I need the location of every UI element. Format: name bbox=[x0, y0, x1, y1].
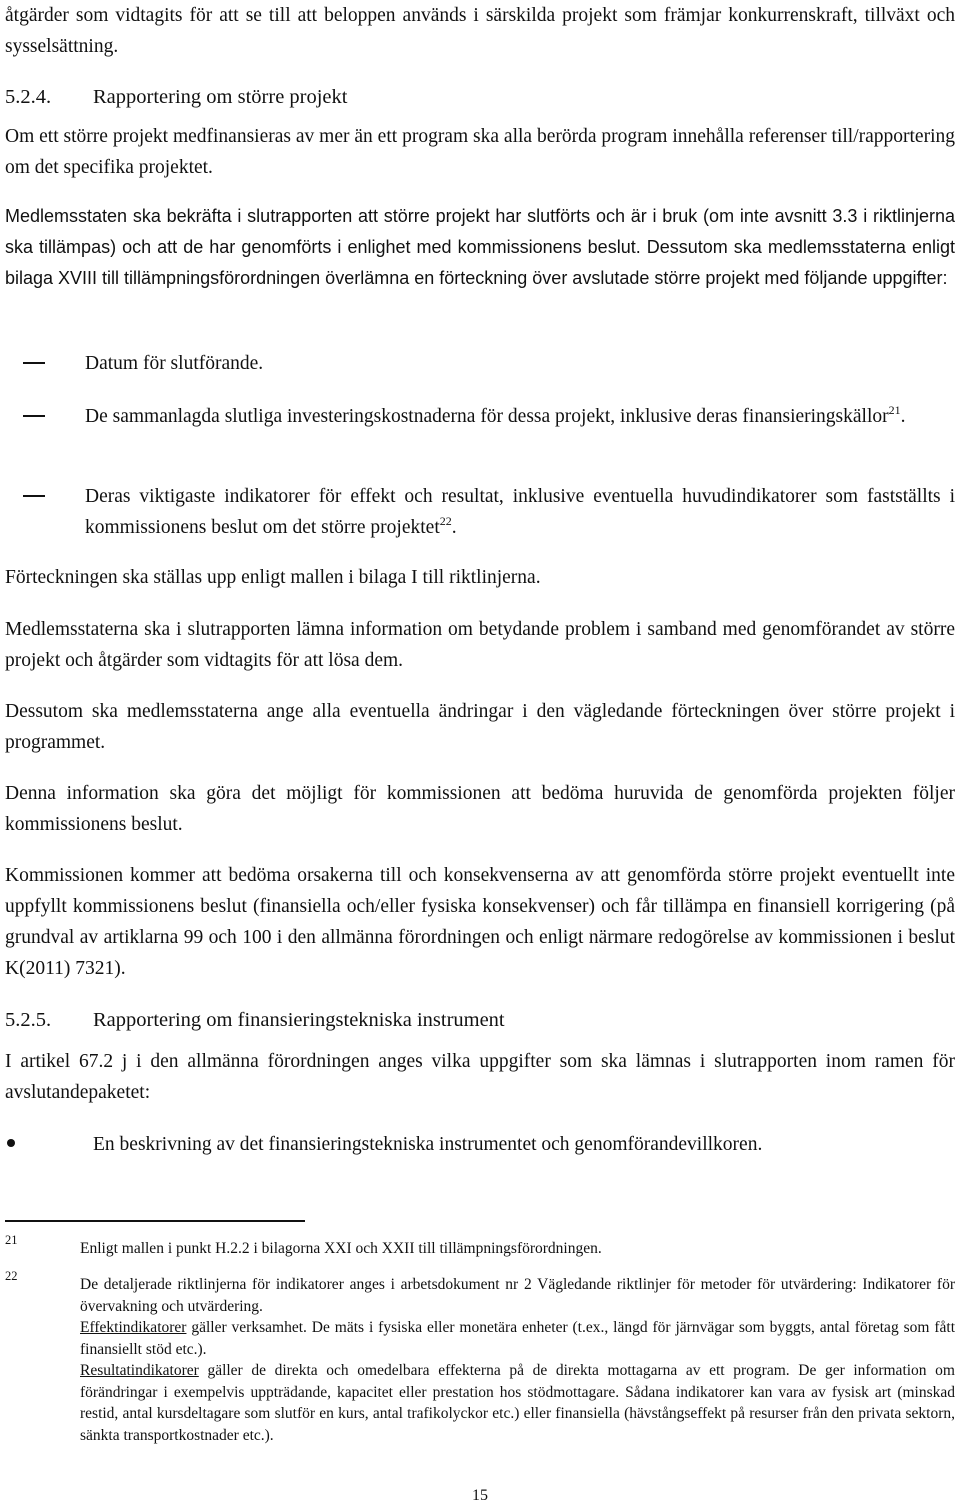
paragraph-cofinancing: Om ett större projekt medfinansieras av mer än ett program ska alla berörda program innehålla referenser till/rapportering om det specifika projektet. bbox=[5, 126, 955, 178]
footnote-22 bbox=[5, 1269, 955, 1446]
dash-list-item bbox=[5, 481, 955, 543]
footnote-number: 22 bbox=[5, 1269, 18, 1283]
bullet-marker bbox=[7, 1139, 15, 1147]
footnote-text: De detaljerade riktlinjerna för indikatorer anges i arbetsdokument nr 2 Vägledande riktlinjer för metoder för utvärdering: Indikatorer för övervakning och utvärdering. bbox=[80, 1276, 955, 1315]
section-number: 5.2.4. bbox=[5, 86, 52, 108]
paragraph-confirmation: Medlemsstaten ska bekräfta i slutrapporten att större projekt har slutförts och är i bruk (om inte avsnitt 3.3 i riktlinjerna ska tillämpas) och att de har genomförts i enlighet med kommissionens beslut. Dessutom ska medlemsstaterna enligt bilaga XVIII till tillämpningsförordningen överlämna en förteckning över avslutade större projekt med följande uppgifter: bbox=[5, 206, 955, 288]
dash-item-text: Datum för slutförande. bbox=[85, 353, 264, 374]
section-heading-5-2-5 bbox=[5, 1005, 505, 1036]
footnote-ref-22: 22 bbox=[439, 514, 452, 528]
term-resultatindikatorer: Resultatindikatorer bbox=[80, 1362, 199, 1379]
section-title: Rapportering om finansieringstekniska instrument bbox=[93, 1009, 505, 1031]
dash-list-item bbox=[5, 348, 955, 379]
paragraph-commission: Kommissionen kommer att bedöma orsakerna till och konsekvenserna av att genomförda större projekt eventuellt inte uppfyllt kommissionens beslut (finansiella och/eller fysiska konsekvenser) och får tillämpa en finansiell korrigering (på grundval av artiklarna 99 och 100 i den allmänna förordningen och enligt närmare redogörelse av kommissionen i beslut K(2011) 7321). bbox=[5, 865, 955, 979]
footnote-ref-21: 21 bbox=[888, 403, 901, 417]
dash-marker bbox=[23, 415, 45, 417]
dash-marker bbox=[23, 495, 45, 497]
dash-item-text: Deras viktigaste indikatorer för effekt och resultat, inklusive eventuella huvudindikatorer som fastställts i kommissionens beslut om det större projektet$^{22}$. bbox=[85, 486, 955, 538]
paragraph-problems: Medlemsstaterna ska i slutrapporten lämna information om betydande problem i samband med genomförandet av större projekt och åtgärder som vidtagits för att lösa dem. bbox=[5, 619, 955, 671]
footnote-separator bbox=[5, 1220, 305, 1222]
paragraph-assessment: Denna information ska göra det möjligt för kommissionen att bedöma huruvida de genomförda projekten följer kommissionens beslut. bbox=[5, 783, 955, 835]
page-number: 15 bbox=[472, 1487, 488, 1504]
paragraph-article: I artikel 67.2 j i den allmänna förordningen anges vilka uppgifter som ska lämnas i slutrapporten inom ramen för avslutandepaketet: bbox=[5, 1051, 955, 1103]
term-effektindikatorer: Effektindikatorer bbox=[80, 1319, 187, 1336]
paragraph-list-template: Förteckningen ska ställas upp enligt mallen i bilaga I till riktlinjerna. bbox=[5, 567, 541, 588]
footnote-number: 21 bbox=[5, 1233, 18, 1247]
dash-list-item bbox=[5, 401, 955, 432]
section-title: Rapportering om större projekt bbox=[93, 86, 348, 108]
section-number: 5.2.5. bbox=[5, 1009, 52, 1031]
section-heading-5-2-4 bbox=[5, 82, 347, 113]
bullet-list-item bbox=[5, 1129, 955, 1160]
footnote-text: Enligt mallen i punkt H.2.2 i bilagorna XXI och XXII till tillämpningsförordningen. bbox=[80, 1240, 602, 1257]
dash-item-text: De sammanlagda slutliga investeringskostnaderna för dessa projekt, inklusive deras finansieringskällor$^{21}$. bbox=[85, 403, 906, 427]
footnote-resultat-paragraph: Resultatindikatorer gäller de direkta och omedelbara effekterna på de direkta mottagarna av ett program. De ger information om förändringar i exempelvis uppträdande, kapacitet eller prestation hos stödmottagare. Sådana indikatorer kan vara av fysisk art (minskad restid, antal kursdeltagare som slutför en kurs, antal trafikolyckor etc.) eller finansiella (hävstångseffekt på resurser från den privata sektorn, sänkta transportkostnader etc.). bbox=[80, 1362, 955, 1444]
paragraph-intro-continuation: åtgärder som vidtagits för att se till att beloppen används i särskilda projekt som främjar konkurrenskraft, tillväxt och sysselsättning. bbox=[5, 5, 955, 57]
footnote-21 bbox=[5, 1233, 955, 1260]
dash-marker bbox=[23, 362, 45, 364]
footnote-effekt-paragraph: Effektindikatorer gäller verksamhet. De mäts i fysiska eller monetära enheter (t.ex., längd för järnvägar som byggts, antal företag som fått finansiellt stöd etc.). bbox=[80, 1319, 955, 1358]
paragraph-changes: Dessutom ska medlemsstaterna ange alla eventuella ändringar i den vägledande förteckningen över större projekt i programmet. bbox=[5, 701, 955, 753]
bullet-item-text: En beskrivning av det finansieringstekniska instrumentet och genomförandevillkoren. bbox=[93, 1134, 763, 1155]
